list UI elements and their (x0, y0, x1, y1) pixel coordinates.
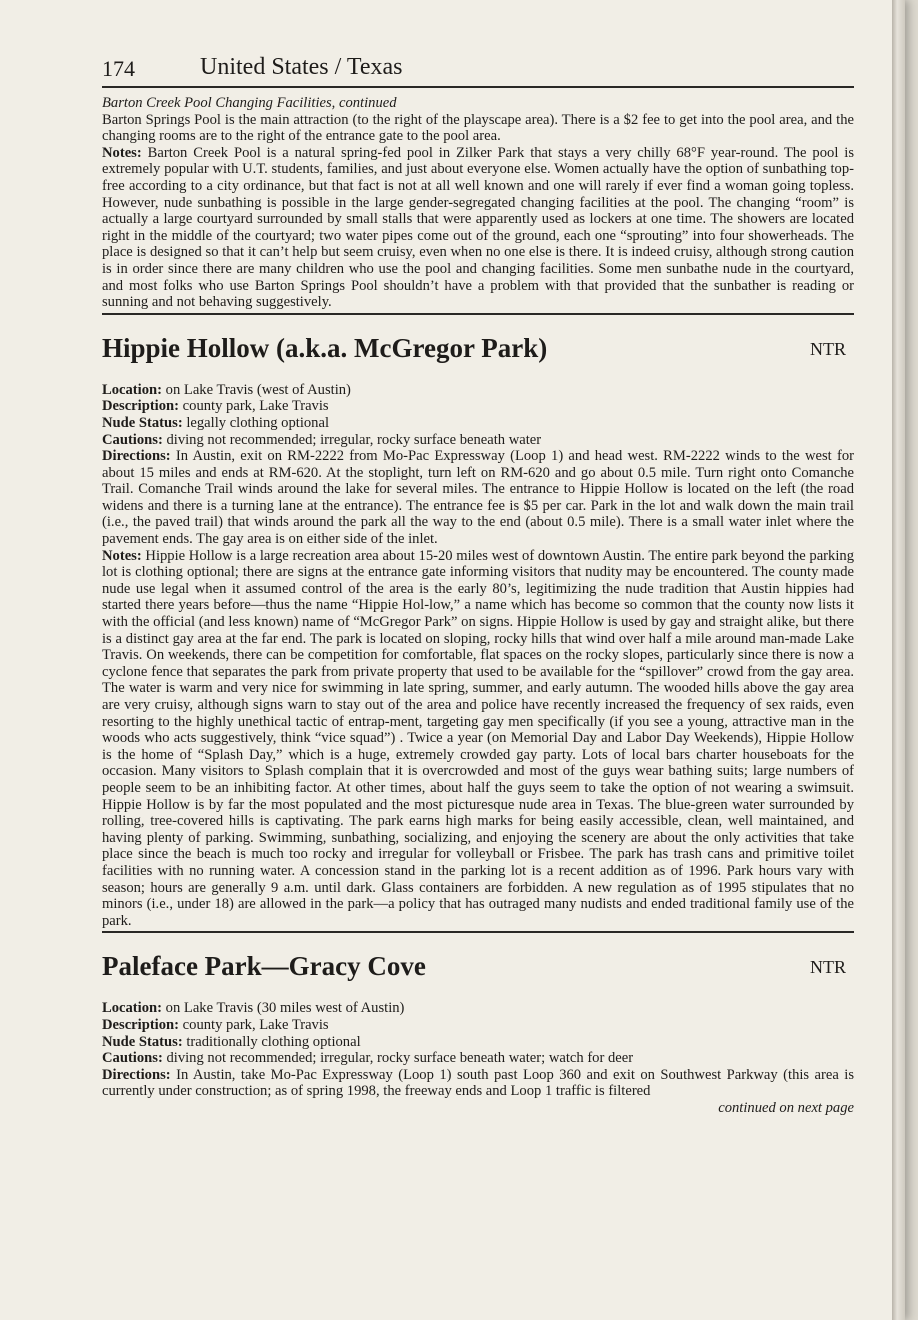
cautions-line (102, 1050, 854, 1067)
continued-label: Barton Creek Pool Changing Facilities, continued (102, 95, 397, 111)
notes-label: Notes: (102, 144, 142, 161)
status-label: Nude Status: (102, 414, 183, 431)
directions-label: Directions: (102, 1066, 171, 1083)
continued-footer: continued on next page (718, 1099, 854, 1116)
description-text: county park, Lake Travis (182, 1016, 329, 1033)
page-number: 174 (102, 56, 135, 81)
status-text: legally clothing optional (186, 414, 330, 431)
location-label: Location: (102, 1000, 162, 1017)
description-line (102, 398, 854, 415)
entry-tag: NTR (810, 957, 846, 978)
prev-intro: Barton Springs Pool is the main attraction (to the right of the playscape area). There is a $2 fee to get into the pool area, and the changing rooms are to the right of the entrance gate to the pool area. (102, 111, 854, 145)
cautions-text: diving not recommended; irregular, rocky surface beneath water; watch for deer (166, 1050, 634, 1067)
entry-paleface-park (102, 949, 854, 1116)
entry-heading (102, 331, 854, 369)
location-line (102, 382, 854, 399)
entry-title: Paleface Park—Gracy Cove (102, 951, 426, 982)
location-label: Location: (102, 381, 162, 398)
status-line (102, 415, 854, 432)
status-line (102, 1034, 854, 1051)
prev-notes (102, 145, 854, 311)
page-content (102, 95, 854, 1116)
section-divider (102, 931, 854, 933)
section-divider (102, 313, 854, 315)
directions-text: In Austin, exit on RM-2222 from Mo-Pac Expressway (Loop 1) and head west. RM-2222 winds to the west for about 15 miles and ends at RM-620. At the stoplight, turn left on RM-620 and go about 0.5 mile. Turn right onto Comanche Trail. Comanche Trail winds around the lake for several miles. The entrance to Hippie Hollow is located on the left (the road widens and there is a turning lane at the entrance). The entrance fee is $5 per car. Park in the lot and walk down the main trail (i.e., the paved trail) that winds around the park all the way to the end (about 0.5 mile). There is a small water inlet where the pavement ends. The gay area is on either side of the inlet. (102, 448, 854, 548)
entry-hippie-hollow (102, 331, 854, 934)
directions-paragraph (102, 448, 854, 548)
notes-paragraph (102, 548, 854, 930)
prev-entry (102, 95, 854, 315)
entry-title: Hippie Hollow (a.k.a. McGregor Park) (102, 332, 548, 363)
location-text: on Lake Travis (30 miles west of Austin) (165, 1000, 405, 1017)
description-label: Description: (102, 398, 180, 415)
page-edge (892, 0, 905, 1320)
directions-label: Directions: (102, 448, 171, 465)
notes-text: Barton Creek Pool is a natural spring-fed pool in Zilker Park that stays a very chilly 68°F year-round. The pool is extremely popular with U.T. students, families, and just about everyone else. Women actually have the option of sunbathing top-free according to a city ordinance, but that fact is not at all well known and one will rarely if ever find a woman going topless. However, nude sunbathing is possible in the large gender-segregated changing facilities at the pool. The changing “room” is actually a large courtyard surrounded by small stalls that were apparently used as lockers at one time. The showers are located right in the middle of the courtyard; two water pipes come out of the ground, each one “sprouting” into four showerheads. The place is designed so that it can’t help but seem cruisy, even when no one else is there. It is indeed cruisy, although strong caution is in order since there are many children who use the pool and changing facilities. Some men sunbathe nude in the courtyard, and most folks who use Barton Springs Pool shouldn’t have a problem with that provided that the sunbather is reading or sunning and not behaving suggestively. (102, 144, 855, 311)
location-text: on Lake Travis (west of Austin) (165, 381, 351, 398)
status-text: traditionally clothing optional (186, 1033, 361, 1050)
description-line (102, 1017, 854, 1034)
directions-paragraph (102, 1067, 854, 1100)
cautions-text: diving not recommended; irregular, rocky surface beneath water (166, 431, 542, 448)
running-header (102, 54, 854, 88)
description-label: Description: (102, 1016, 180, 1033)
cautions-label: Cautions: (102, 1050, 163, 1067)
running-title: United States / Texas (200, 54, 403, 80)
entry-heading (102, 949, 854, 987)
status-label: Nude Status: (102, 1033, 183, 1050)
cautions-line (102, 432, 854, 449)
cautions-label: Cautions: (102, 431, 163, 448)
location-line (102, 1000, 854, 1017)
notes-text: Hippie Hollow is a large recreation area about 15-20 miles west of downtown Austin. The entire park beyond the parking lot is clothing optional; there are signs at the entrance gate informing visitors that nudity may be encountered. The county made nude use legal when it assumed control of the area is the early 80’s, legitimizing the nude tradition that Austin hippies had started there years before—thus the name “Hippie Hol-low,” a name which has become so common that the county now lists it with the official (and less known) name of “McGregor Park” on signs. Hippie Hollow is used by gay and straight alike, but there is a distinct gay area at the far end. The park is located on sloping, rocky hills that wind over half a mile around man-made Lake Travis. On weekends, there can be competition for comfortable, flat spaces on the rocky slopes, particularly since there is now a cyclone fence that separates the park from private property that used to be available for the “spillover” crowd from the gay area. The water is warm and very nice for swimming in late spring, summer, and early autumn. The wooded hills above the gay area are very cruisy, although signs warn to stay out of the area and police have recently increased the frequency of sex raids, even resorting to the highly unethical tactic of entrap-ment, targeting gay men specifically (if you see a young, attractive man in the woods who acts suggestively, think “vice squad”) . Twice a year (on Memorial Day and Labor Day Weekends), Hippie Hollow is the home of “Splash Day,” which is a huge, extremely crowded gay party. Lots of local bars charter houseboats for the occasion. Many visitors to Splash complain that it is overcrowded and most of the guys wear bathing suits; large numbers of people seem to be an inhibiting factor. At other times, about half the guys seem to take the option of not wearing a swimsuit. Hippie Hollow is by far the most populated and the most picturesque nude area in Texas. The blue-green water surrounded by rolling, tree-covered hills is captivating. The park earns high marks for being easily accessible, clean, well maintained, and having plenty of parking. Swimming, sunbathing, socializing, and enjoying the scenery are about the only activities that take place since the beach is much too rocky and irregular for volleyball or Frisbee. The park has trash cans and primitive toilet facilities with no running water. A concession stand in the parking lot is a recent addition as of 1996. Park hours vary with season; hours are generally 9 a.m. until dark. Glass containers are forbidden. A new regulation as of 1995 stipulates that no minors (i.e., under 18) are allowed in the park—a policy that has outraged many nudists and ended traditional family use of the park. (102, 547, 854, 929)
directions-text: In Austin, take Mo-Pac Expressway (Loop 1) south past Loop 360 and exit on Southwest Parkway (this area is currently under construction; as of spring 1998, the freeway ends and Loop 1 traffic is filtered (102, 1066, 855, 1100)
notes-label: Notes: (102, 547, 142, 564)
entry-tag: NTR (810, 338, 846, 359)
description-text: county park, Lake Travis (182, 398, 329, 415)
